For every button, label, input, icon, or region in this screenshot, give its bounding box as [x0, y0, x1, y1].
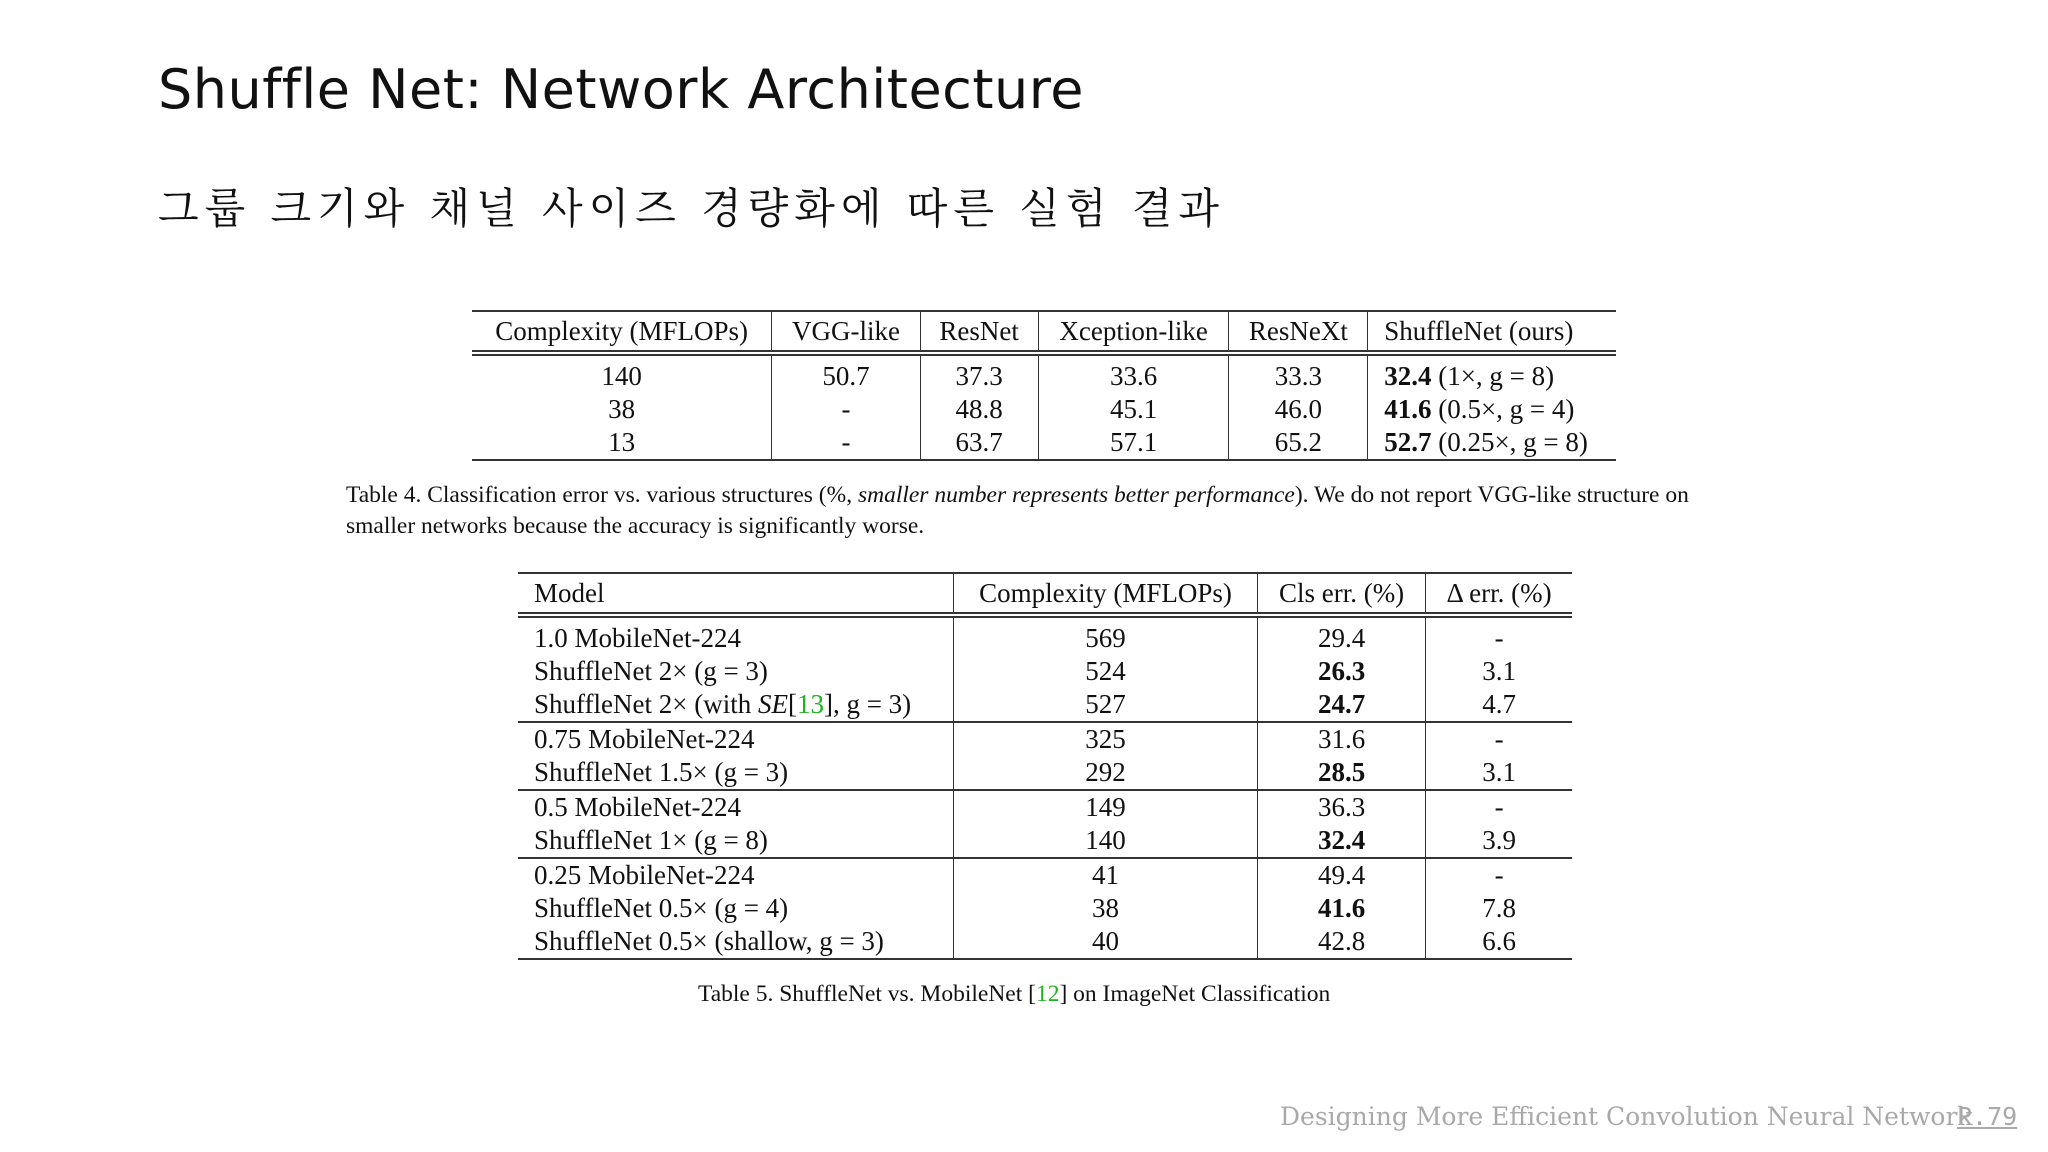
cell-complexity: 149: [954, 790, 1258, 824]
table-row: [518, 688, 1572, 722]
cell-cls-err-value: 32.4: [1317, 825, 1366, 855]
cell-complexity: 13: [472, 426, 772, 460]
table-row: [518, 824, 1572, 858]
caption-text: ). We do not report VGG-like structure on smaller networks because the accuracy is significantly worse.: [346, 482, 1689, 539]
table-row: [518, 756, 1572, 790]
cell-vgg: -: [772, 426, 920, 460]
cell-cls-err: 36.3: [1257, 790, 1425, 824]
cell-complexity: 40: [954, 925, 1258, 959]
cell-cls-err-value: 24.7: [1317, 689, 1366, 719]
cell-shufflenet-value: 52.7: [1384, 427, 1432, 457]
cell-resnet: 48.8: [920, 393, 1038, 426]
cell-model: 0.75 MobileNet-224: [518, 722, 954, 756]
cell-model: ShuffleNet 0.5× (shallow, g = 3): [518, 925, 954, 959]
cell-model: ShuffleNet 0.5× (g = 4): [518, 892, 954, 925]
cell-cls-err-value: 41.6: [1317, 893, 1366, 923]
table-row: [518, 892, 1572, 925]
cell-model: ShuffleNet 2× (with SE[13], g = 3): [518, 688, 954, 722]
table-row: [518, 858, 1572, 892]
cell-model: 0.25 MobileNet-224: [518, 858, 954, 892]
header-vgg: VGG-like: [772, 311, 920, 353]
slide-title: Shuffle Net: Network Architecture: [158, 58, 1085, 121]
cell-shufflenet-value: 41.6: [1384, 394, 1432, 424]
table-header-row: [518, 573, 1572, 615]
cell-resnet: 37.3: [920, 353, 1038, 393]
cell-delta: -: [1494, 724, 1504, 754]
table-header-row: [472, 311, 1616, 353]
model-text: , g = 3): [832, 689, 912, 719]
cell-delta: 3.1: [1426, 756, 1572, 790]
caption-text: ] on ImageNet Classification: [1059, 981, 1331, 1007]
cell-complexity: 569: [954, 615, 1258, 655]
table-row: [472, 393, 1616, 426]
cell-delta: 3.1: [1482, 656, 1516, 686]
table-4-caption: [346, 480, 1746, 542]
header-shufflenet: ShuffleNet (ours): [1368, 311, 1616, 353]
cell-shufflenet-config: (0.5×, g = 4): [1438, 394, 1575, 424]
table-row: [518, 615, 1572, 655]
cell-delta: -: [1494, 792, 1504, 822]
reference-link[interactable]: 12: [1035, 981, 1060, 1007]
cell-model: ShuffleNet 1.5× (g = 3): [518, 756, 954, 790]
cell-model: 0.5 MobileNet-224: [518, 790, 954, 824]
cell-delta: 3.9: [1426, 824, 1572, 858]
cell-delta: 6.6: [1426, 925, 1572, 959]
table-5-caption: [698, 981, 1330, 1008]
header-xception: Xception-like: [1038, 311, 1229, 353]
caption-text: Table 5. ShuffleNet vs. MobileNet [: [698, 981, 1036, 1007]
cell-delta: -: [1494, 860, 1504, 890]
cell-shufflenet-config: (0.25×, g = 8): [1438, 427, 1588, 457]
cell-shufflenet-value: 32.4: [1384, 361, 1432, 391]
cell-cls-err: [1257, 655, 1425, 688]
cell-vgg: -: [772, 393, 920, 426]
cell-model: 1.0 MobileNet-224: [518, 615, 954, 655]
cell-complexity: 140: [472, 353, 772, 393]
reference-link[interactable]: 13: [796, 689, 824, 719]
cell-vgg: 50.7: [772, 353, 920, 393]
cell-model: ShuffleNet 1× (g = 8): [518, 824, 954, 858]
header-model: Model: [518, 573, 954, 615]
cell-model: ShuffleNet 2× (g = 3): [518, 655, 954, 688]
header-resnet: ResNet: [920, 311, 1038, 353]
cell-shufflenet: [1368, 426, 1616, 460]
cell-cls-err: 49.4: [1257, 858, 1425, 892]
cell-resnext: 33.3: [1229, 353, 1368, 393]
table-row: [518, 925, 1572, 959]
footer-text: Designing More Efficient Convolution Neural Network: [1280, 1102, 1973, 1131]
cell-shufflenet: [1368, 393, 1616, 426]
table-row: [472, 426, 1616, 460]
cell-cls-err-value: 28.5: [1317, 757, 1366, 787]
table-5: [518, 572, 1572, 960]
cell-delta: 4.7: [1426, 688, 1572, 722]
table-row: [518, 790, 1572, 824]
cell-delta: 7.8: [1482, 893, 1516, 923]
cell-cls-err: [1257, 824, 1425, 858]
header-cls-err: Cls err. (%): [1257, 573, 1425, 615]
table-row: [518, 722, 1572, 756]
caption-italic-text: smaller number represents better performance: [857, 482, 1295, 508]
header-delta-err: Δ err. (%): [1426, 573, 1572, 615]
table-4: [472, 310, 1616, 461]
cell-resnext: 46.0: [1229, 393, 1368, 426]
slide-subtitle: 그룹 크기와 채널 사이즈 경량화에 따른 실험 결과: [158, 184, 1225, 233]
cell-complexity: 41: [954, 858, 1258, 892]
cell-complexity: 38: [472, 393, 772, 426]
table-row: [518, 655, 1572, 688]
header-complexity: Complexity (MFLOPs): [954, 573, 1258, 615]
page-number: P.79: [1957, 1102, 2018, 1131]
cell-complexity: 524: [954, 655, 1258, 688]
caption-text: Table 4. Classification error vs. various structures (%,: [346, 482, 858, 508]
cell-xception: 33.6: [1038, 353, 1229, 393]
cell-cls-err: 29.4: [1257, 615, 1425, 655]
cell-shufflenet: [1368, 353, 1616, 393]
se-text: SE: [757, 689, 788, 719]
cell-complexity: 527: [954, 688, 1258, 722]
header-resnext: ResNeXt: [1229, 311, 1368, 353]
cell-cls-err: 31.6: [1257, 722, 1425, 756]
cell-complexity: 140: [954, 824, 1258, 858]
cell-complexity: 38: [954, 892, 1258, 925]
model-text: ShuffleNet 2× (with: [534, 689, 758, 719]
cell-delta: -: [1494, 623, 1504, 653]
cell-cls-err-value: 26.3: [1317, 656, 1366, 686]
cell-complexity: 292: [954, 756, 1258, 790]
cell-xception: 57.1: [1038, 426, 1229, 460]
cell-resnet: 63.7: [920, 426, 1038, 460]
cell-cls-err: [1257, 688, 1425, 722]
table-row: [472, 353, 1616, 393]
cell-cls-err: 42.8: [1257, 925, 1425, 959]
header-complexity: Complexity (MFLOPs): [472, 311, 772, 353]
cell-cls-err: [1257, 892, 1425, 925]
cell-cls-err: [1257, 756, 1425, 790]
cell-complexity: 325: [954, 722, 1258, 756]
cell-xception: 45.1: [1038, 393, 1229, 426]
cell-shufflenet-config: (1×, g = 8): [1438, 361, 1555, 391]
cell-resnext: 65.2: [1229, 426, 1368, 460]
